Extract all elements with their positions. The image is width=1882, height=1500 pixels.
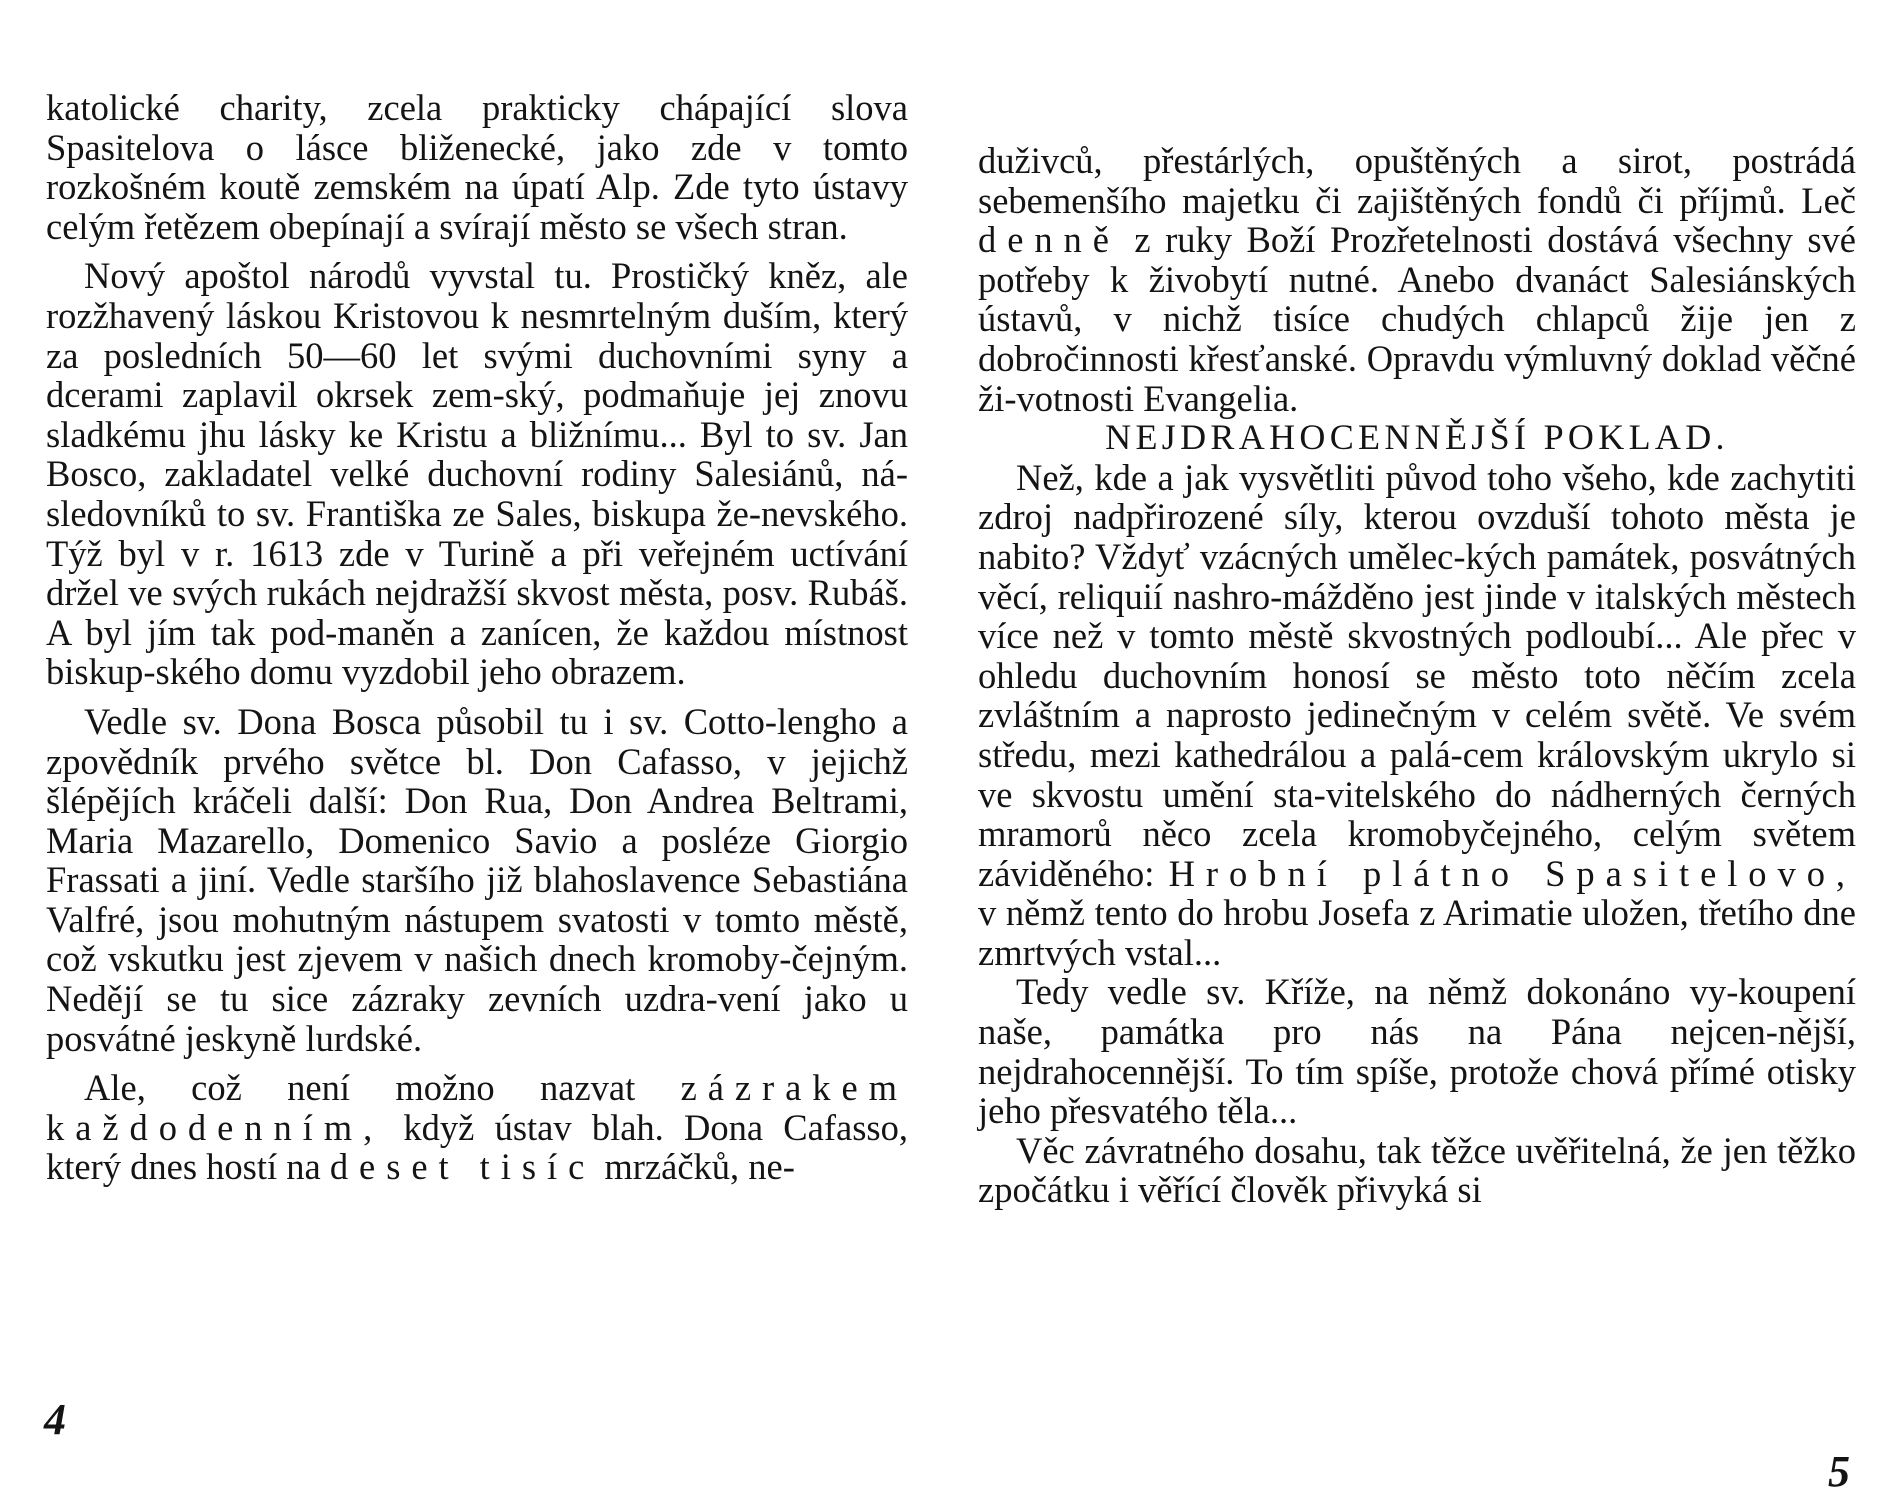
page-number: 5 [1828, 1447, 1850, 1496]
right-page [940, 0, 1882, 1500]
right-text-column [978, 141, 1856, 1210]
left-paragraph-1: katolické charity, zcela prakticky chápající slova Spasitelova o lásce bliženecké, jako zde v tomto rozkošném koutě zemském na úpatí Alp. Zde tyto ústavy celým řetězem obepínají a svírají město se všech stran. [46, 87, 908, 247]
right-paragraph-1 [978, 141, 1856, 418]
right-paragraph-4: Věc závratného dosahu, tak těžce uvěřitelná, že jen těžko zpočátku i věřící člověk přivyká si [978, 1129, 1856, 1211]
left-paragraph-4 [46, 1068, 908, 1187]
text-run: Než, kde a jak vysvětliti původ toho všeho, kde zachytiti zdroj nadpřirozené síly, kterou ovzduší tohoto města je nabito? Vždyť vzácných umělec-kých památek, posvátných věcí, reliquií nashro-mážděno jest jinde v italských městech více než v tomto městě skvostných podloubí... Ale přec v ohledu duchovním honosí se město toto něčím zcela zvláštním a naprosto jedinečným v celém světě. Ve svém středu, mezi kathedrálou a palá-cem královským ukrylo si ve skvostu umění sta-vitelského do nádherných černých mramorů něco zcela kromobyčejného, celým světem záviděného: [978, 456, 1856, 894]
spaced-emphasis: zázrakem [680, 1067, 908, 1109]
page-number: 4 [44, 1395, 66, 1444]
text-run: mrzáčků, ne- [595, 1146, 795, 1188]
spaced-emphasis: každodenním, [46, 1106, 384, 1148]
text-run: duživců, přestárlých, opuštěných a sirot, postrádá sebemenšího majetku či zajištěných fondů či příjmů. Leč [978, 140, 1856, 221]
spaced-emphasis: denně [978, 219, 1120, 261]
text-run: z ruky Boží Prozřetelnosti dostává všechny své potřeby k živobytí nutné. Anebo dvanáct Salesiánských ústavů, v nichž tisíce chudých chlapců žije jen z dobročinnosti křesťanské. Opravdu výmluvný doklad věčné ži-votnosti Evangelia. [978, 219, 1856, 419]
left-paragraph-3: Vedle sv. Dona Bosca působil tu i sv. Cotto-lengho a zpovědník prvého světce bl. Don Cafasso, v jejichž šlépějích kráčeli další: Don Rua, Don Andrea Beltrami, Maria Mazarello, Domenico Savio a posléze Giorgio Frassati a jiní. Vedle staršího již blahoslavence Sebastiána Valfré, jsou mohutným nástupem svatosti v tomto městě, což vskutku jest zjevem v našich dnech kromoby-čejným. Nedějí se tu sice zázraky zevních uzdra-vení jako u posvátné jeskyně lurdské. [46, 700, 908, 1059]
left-paragraph-2: Nový apoštol národů vyvstal tu. Prostičký kněz, ale rozžhavený láskou Kristovou k nesmrtelným duším, který za posledních 50—60 let svými duchovními syny a dcerami zaplavil okrsek zem-ský, podmaňuje jej znovu sladkému jhu lásky ke Kristu a bližnímu... Byl to sv. Jan Bosco, zakladatel velké duchovní rodiny Salesiánů, ná-sledovníků to sv. Františka ze Sales, biskupa že-nevského. Týž byl v r. 1613 zde v Turině a při veřejném uctívání držel ve svých rukách nejdražší skvost města, posv. Rubáš. A byl jím tak pod-maněn a zanícen, že každou místnost biskup-ského domu vyzdobil jeho obrazem. [46, 255, 908, 693]
text-run: když ústav blah. Dona Cafasso, který dnes hostí na [46, 1106, 908, 1188]
spaced-emphasis: Hrobní plátno Spasitelovo, [1168, 852, 1856, 894]
right-paragraph-3: Tedy vedle sv. Kříže, na němž dokonáno vy-koupení naše, památka pro nás na Pána nejcen-nější, nejdrahocennější. To tím spíše, protože chová přímé otisky jeho přesvatého těla... [978, 971, 1856, 1132]
left-text-column [46, 88, 908, 1187]
text-run: v němž tento do hrobu Josefa z Arimatie uložen, třetího dne zmrtvých vstal... [978, 892, 1856, 973]
right-paragraph-2 [978, 458, 1856, 973]
text-run: Ale, což není možno nazvat [84, 1067, 681, 1109]
spaced-emphasis: deset tisíc [329, 1146, 596, 1188]
section-heading: NEJDRAHOCENNĚJŠÍ POKLAD. [1105, 417, 1729, 458]
left-page [0, 0, 940, 1500]
